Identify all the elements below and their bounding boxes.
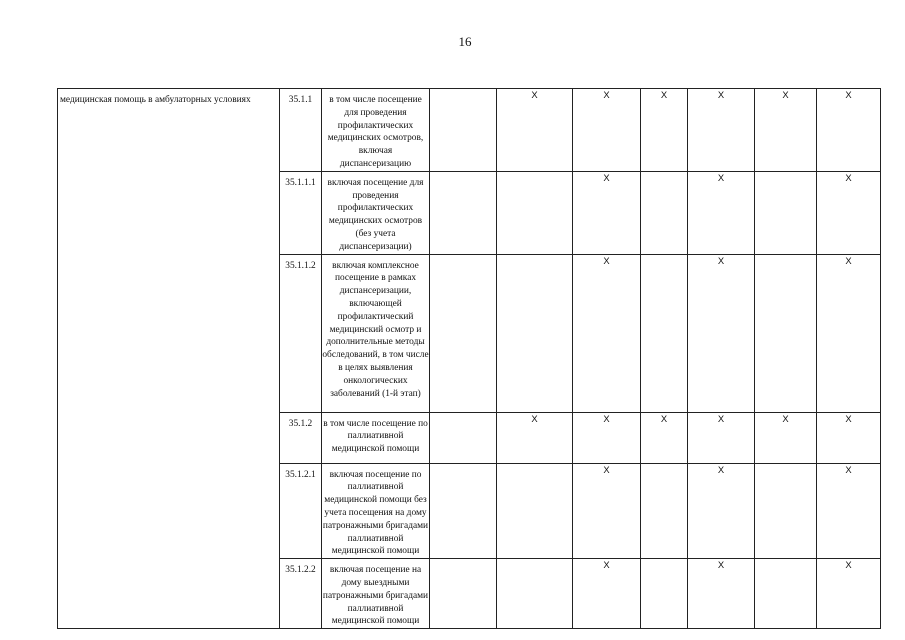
row-description: в том числе посещение по паллиативной медицинской помощи: [322, 412, 430, 463]
mark-cell: Х: [755, 89, 817, 172]
page-number: 16: [458, 34, 472, 49]
mark-cell: [430, 463, 497, 559]
mark-cell: [430, 412, 497, 463]
mark-cell: [430, 89, 497, 172]
mark-cell: Х: [688, 89, 755, 172]
mark-cell: Х: [688, 254, 755, 412]
mark-cell: Х: [755, 412, 817, 463]
mark-cell: [430, 254, 497, 412]
mark-cell: Х: [688, 171, 755, 254]
mark-cell: [641, 254, 688, 412]
mark-cell: Х: [573, 254, 641, 412]
row-code: 35.1.2: [280, 412, 322, 463]
row-description: включая посещение по паллиативной медицинской помощи без учета посещения на дому патронажными бригадами паллиативной медицинской помощи: [322, 463, 430, 559]
row-code: 35.1.1: [280, 89, 322, 172]
mark-cell: Х: [817, 89, 881, 172]
mark-cell: [755, 463, 817, 559]
mark-cell: Х: [497, 412, 573, 463]
mark-cell: [641, 463, 688, 559]
mark-cell: Х: [573, 412, 641, 463]
mark-cell: Х: [573, 171, 641, 254]
mark-cell: [497, 254, 573, 412]
mark-cell: [755, 171, 817, 254]
mark-cell: Х: [641, 412, 688, 463]
row-code: 35.1.2.1: [280, 463, 322, 559]
mark-cell: [430, 559, 497, 629]
row-code: 35.1.1.2: [280, 254, 322, 412]
mark-cell: Х: [688, 463, 755, 559]
mark-cell: [755, 254, 817, 412]
category-cell: медицинская помощь в амбулаторных условиях: [58, 89, 280, 629]
mark-cell: Х: [688, 559, 755, 629]
mark-cell: [641, 559, 688, 629]
mark-cell: [497, 463, 573, 559]
mark-cell: Х: [573, 559, 641, 629]
row-description: включая посещение на дому выездными патронажными бригадами паллиативной медицинской помощи: [322, 559, 430, 629]
data-table: [57, 88, 881, 629]
mark-cell: Х: [817, 254, 881, 412]
mark-cell: Х: [817, 412, 881, 463]
mark-cell: [497, 559, 573, 629]
table-row: [58, 89, 881, 172]
mark-cell: [430, 171, 497, 254]
mark-cell: Х: [497, 89, 573, 172]
mark-cell: Х: [641, 89, 688, 172]
mark-cell: [755, 559, 817, 629]
mark-cell: Х: [817, 559, 881, 629]
mark-cell: Х: [573, 463, 641, 559]
mark-cell: [641, 171, 688, 254]
row-code: 35.1.2.2: [280, 559, 322, 629]
row-description: включая комплексное посещение в рамках диспансеризации, включающей профилактический медицинский осмотр и дополнительные методы обследований, в том числе в целях выявления онкологических заболеваний (1-й этап): [322, 254, 430, 412]
row-code: 35.1.1.1: [280, 171, 322, 254]
mark-cell: Х: [817, 463, 881, 559]
mark-cell: Х: [817, 171, 881, 254]
mark-cell: Х: [573, 89, 641, 172]
mark-cell: Х: [688, 412, 755, 463]
mark-cell: [497, 171, 573, 254]
row-description: в том числе посещение для проведения профилактических медицинских осмотров, включая диспансеризацию: [322, 89, 430, 172]
row-description: включая посещение для проведения профилактических медицинских осмотров (без учета диспансеризации): [322, 171, 430, 254]
